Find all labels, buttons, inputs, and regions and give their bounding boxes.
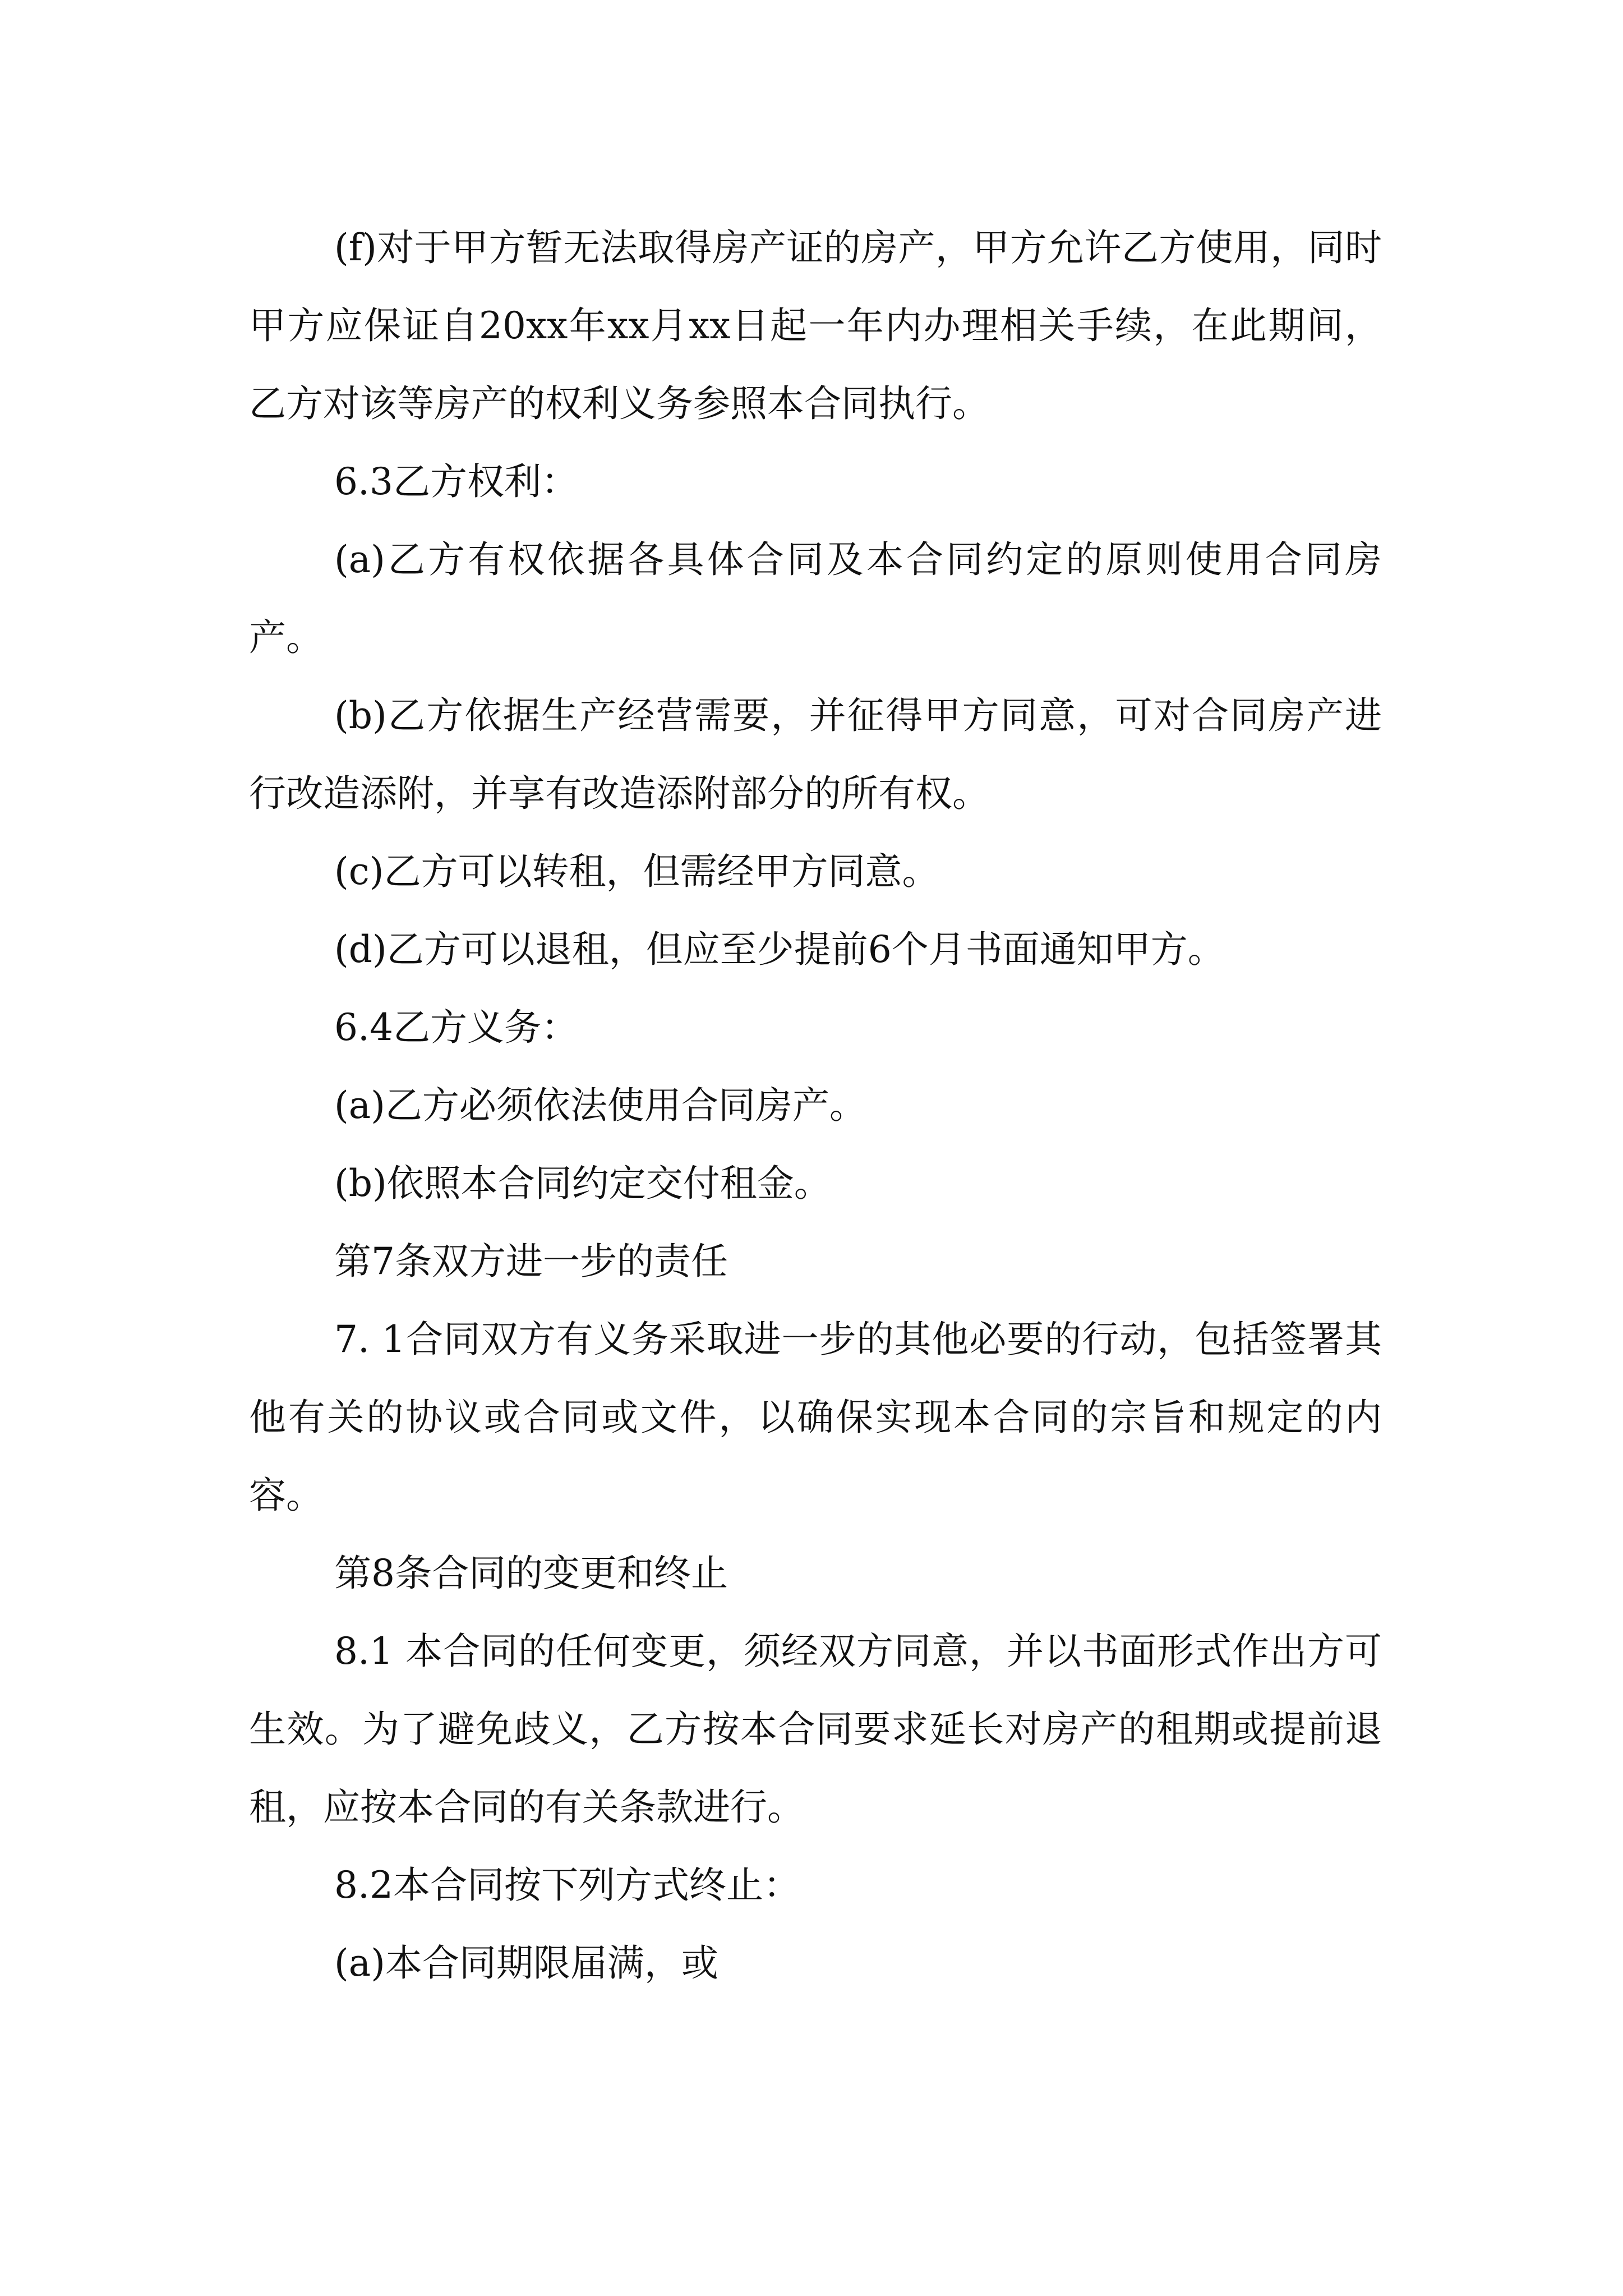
clause-8-2-a: (a)本合同期限届满，或: [334, 1941, 718, 1985]
clause-6-4-a: (a)乙方必须依法使用合同房产。: [334, 1084, 866, 1127]
clause-f-property-certificate: (f)对于甲方暂无法取得房产证的房产，甲方允许乙方使用，同时甲方应保证自20xx年xx月xx日起一年内办理相关手续，在此期间，乙方对该等房产的权利义务参照本合同执行。: [249, 226, 1382, 425]
article-7-heading: 第7条双方进一步的责任: [334, 1240, 728, 1283]
clause-7-1: 7. 1合同双方有义务采取进一步的其他必要的行动，包括签署其他有关的协议或合同或文件，以确保实现本合同的宗旨和规定的内容。: [249, 1318, 1382, 1517]
article-8-heading: 第8条合同的变更和终止: [334, 1552, 728, 1595]
clause-8-1: 8.1 本合同的任何变更，须经双方同意，并以书面形式作出方可生效。为了避免歧义，乙方按本合同要求延长对房产的租期或提前退租，应按本合同的有关条款进行。: [249, 1630, 1382, 1829]
clause-6-3-a: (a)乙方有权依据各具体合同及本合同约定的原则使用合同房产。: [249, 538, 1382, 659]
section-6-4-heading: 6.4乙方义务：: [334, 1006, 578, 1049]
document-body: [249, 209, 1382, 2002]
section-6-3-heading: 6.3乙方权利：: [334, 460, 578, 503]
clause-6-3-b: (b)乙方依据生产经营需要，并征得甲方同意，可对合同房产进行改造添附，并享有改造添附部分的所有权。: [249, 694, 1382, 815]
clause-6-3-c: (c)乙方可以转租，但需经甲方同意。: [334, 850, 939, 893]
clause-6-3-d: (d)乙方可以退租，但应至少提前6个月书面通知甲方。: [334, 928, 1225, 971]
clause-8-2-heading: 8.2本合同按下列方式终止：: [334, 1864, 800, 1907]
clause-6-4-b: (b)依照本合同约定交付租金。: [334, 1162, 831, 1205]
